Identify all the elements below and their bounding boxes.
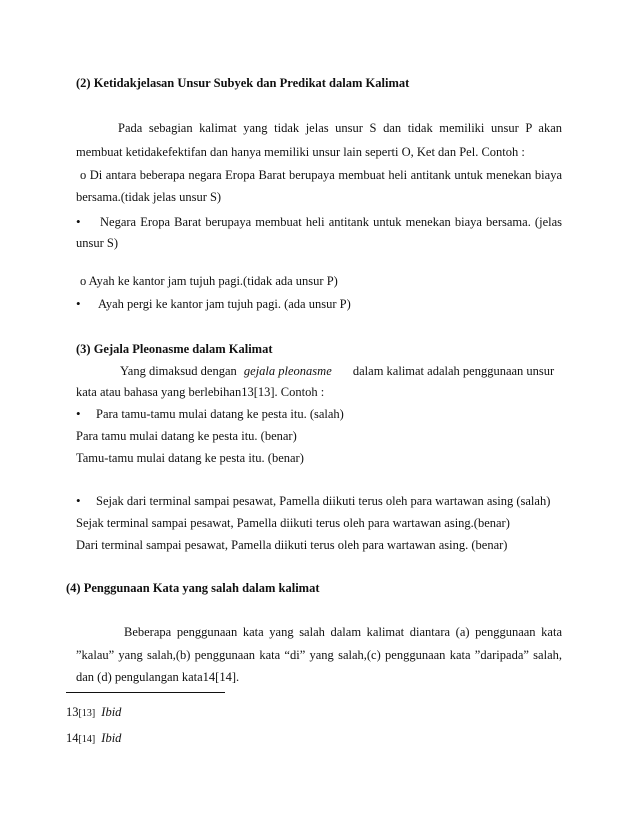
paragraph-line: membuat ketidakefektifan dan hanya memiliki unsur lain seperti O, Ket dan Pel. Contoh :: [76, 145, 525, 159]
paragraph-line: dan (d) pengulangan kata14[14].: [76, 670, 240, 684]
footnote-text: Ibid: [101, 731, 122, 745]
footnote-text: Ibid: [101, 705, 122, 719]
example-line: Ayah pergi ke kantor jam tujuh pagi. (ada unsur P): [98, 297, 351, 311]
paragraph-line: ”kalau” yang salah,(b) penggunaan kata “di” yang salah,(c) penggunaan kata ”daripada” salah,: [76, 648, 562, 662]
paragraph-line: Pada sebagian kalimat yang tidak jelas unsur S dan tidak memiliki unsur P akan: [118, 121, 562, 135]
bullet-icon: [76, 296, 98, 312]
example-line: o Di antara beberapa negara Eropa Barat berupaya membuat heli antitank untuk menekan biaya: [80, 168, 562, 182]
bullet-icon: [76, 493, 98, 509]
example-line: Negara Eropa Barat berupaya membuat heli antitank untuk menekan biaya bersama. (jelas: [100, 215, 562, 229]
footnote-14: [66, 730, 121, 748]
paragraph-text: Yang dimaksud dengan: [120, 364, 237, 378]
example-line: Dari terminal sampai pesawat, Pamella diikuti terus oleh para wartawan asing. (benar): [76, 538, 508, 552]
section-heading-4: (4) Penggunaan Kata yang salah dalam kalimat: [66, 581, 320, 595]
paragraph-text: dalam kalimat adalah penggunaan unsur: [352, 364, 555, 378]
footnote-13: [66, 704, 121, 722]
example-line: Para tamu-tamu mulai datang ke pesta itu. (salah): [96, 407, 344, 421]
section-heading-3: (3) Gejala Pleonasme dalam Kalimat: [76, 342, 273, 356]
paragraph-line: Beberapa penggunaan kata yang salah dalam kalimat diantara (a) penggunaan kata: [124, 625, 562, 639]
example-line: bersama.(tidak jelas unsur S): [76, 190, 222, 204]
example-line: Tamu-tamu mulai datang ke pesta itu. (benar): [76, 451, 304, 465]
example-line: unsur S): [76, 236, 119, 250]
example-line: Sejak terminal sampai pesawat, Pamella diikuti terus oleh para wartawan asing.(benar): [76, 516, 510, 530]
term-italic: gejala pleonasme: [243, 364, 332, 378]
example-line: Para tamu mulai datang ke pesta itu. (benar): [76, 429, 297, 443]
paragraph-line: kata atau bahasa yang berlebihan13[13]. Contoh :: [76, 385, 325, 399]
example-line: o Ayah ke kantor jam tujuh pagi.(tidak ada unsur P): [80, 274, 338, 288]
footnote-ref: [13]: [78, 708, 96, 719]
footnote-number: 13: [66, 705, 79, 719]
section-heading-2: (2) Ketidakjelasan Unsur Subyek dan Predikat dalam Kalimat: [76, 76, 410, 90]
footnote-separator: [66, 692, 225, 693]
bullet-icon: [76, 214, 98, 230]
paragraph-line: [120, 363, 554, 379]
bullet-icon: [76, 406, 98, 422]
footnote-ref: [14]: [78, 734, 96, 745]
example-line: Sejak dari terminal sampai pesawat, Pamella diikuti terus oleh para wartawan asing (salah): [96, 494, 551, 508]
footnote-number: 14: [66, 731, 79, 745]
